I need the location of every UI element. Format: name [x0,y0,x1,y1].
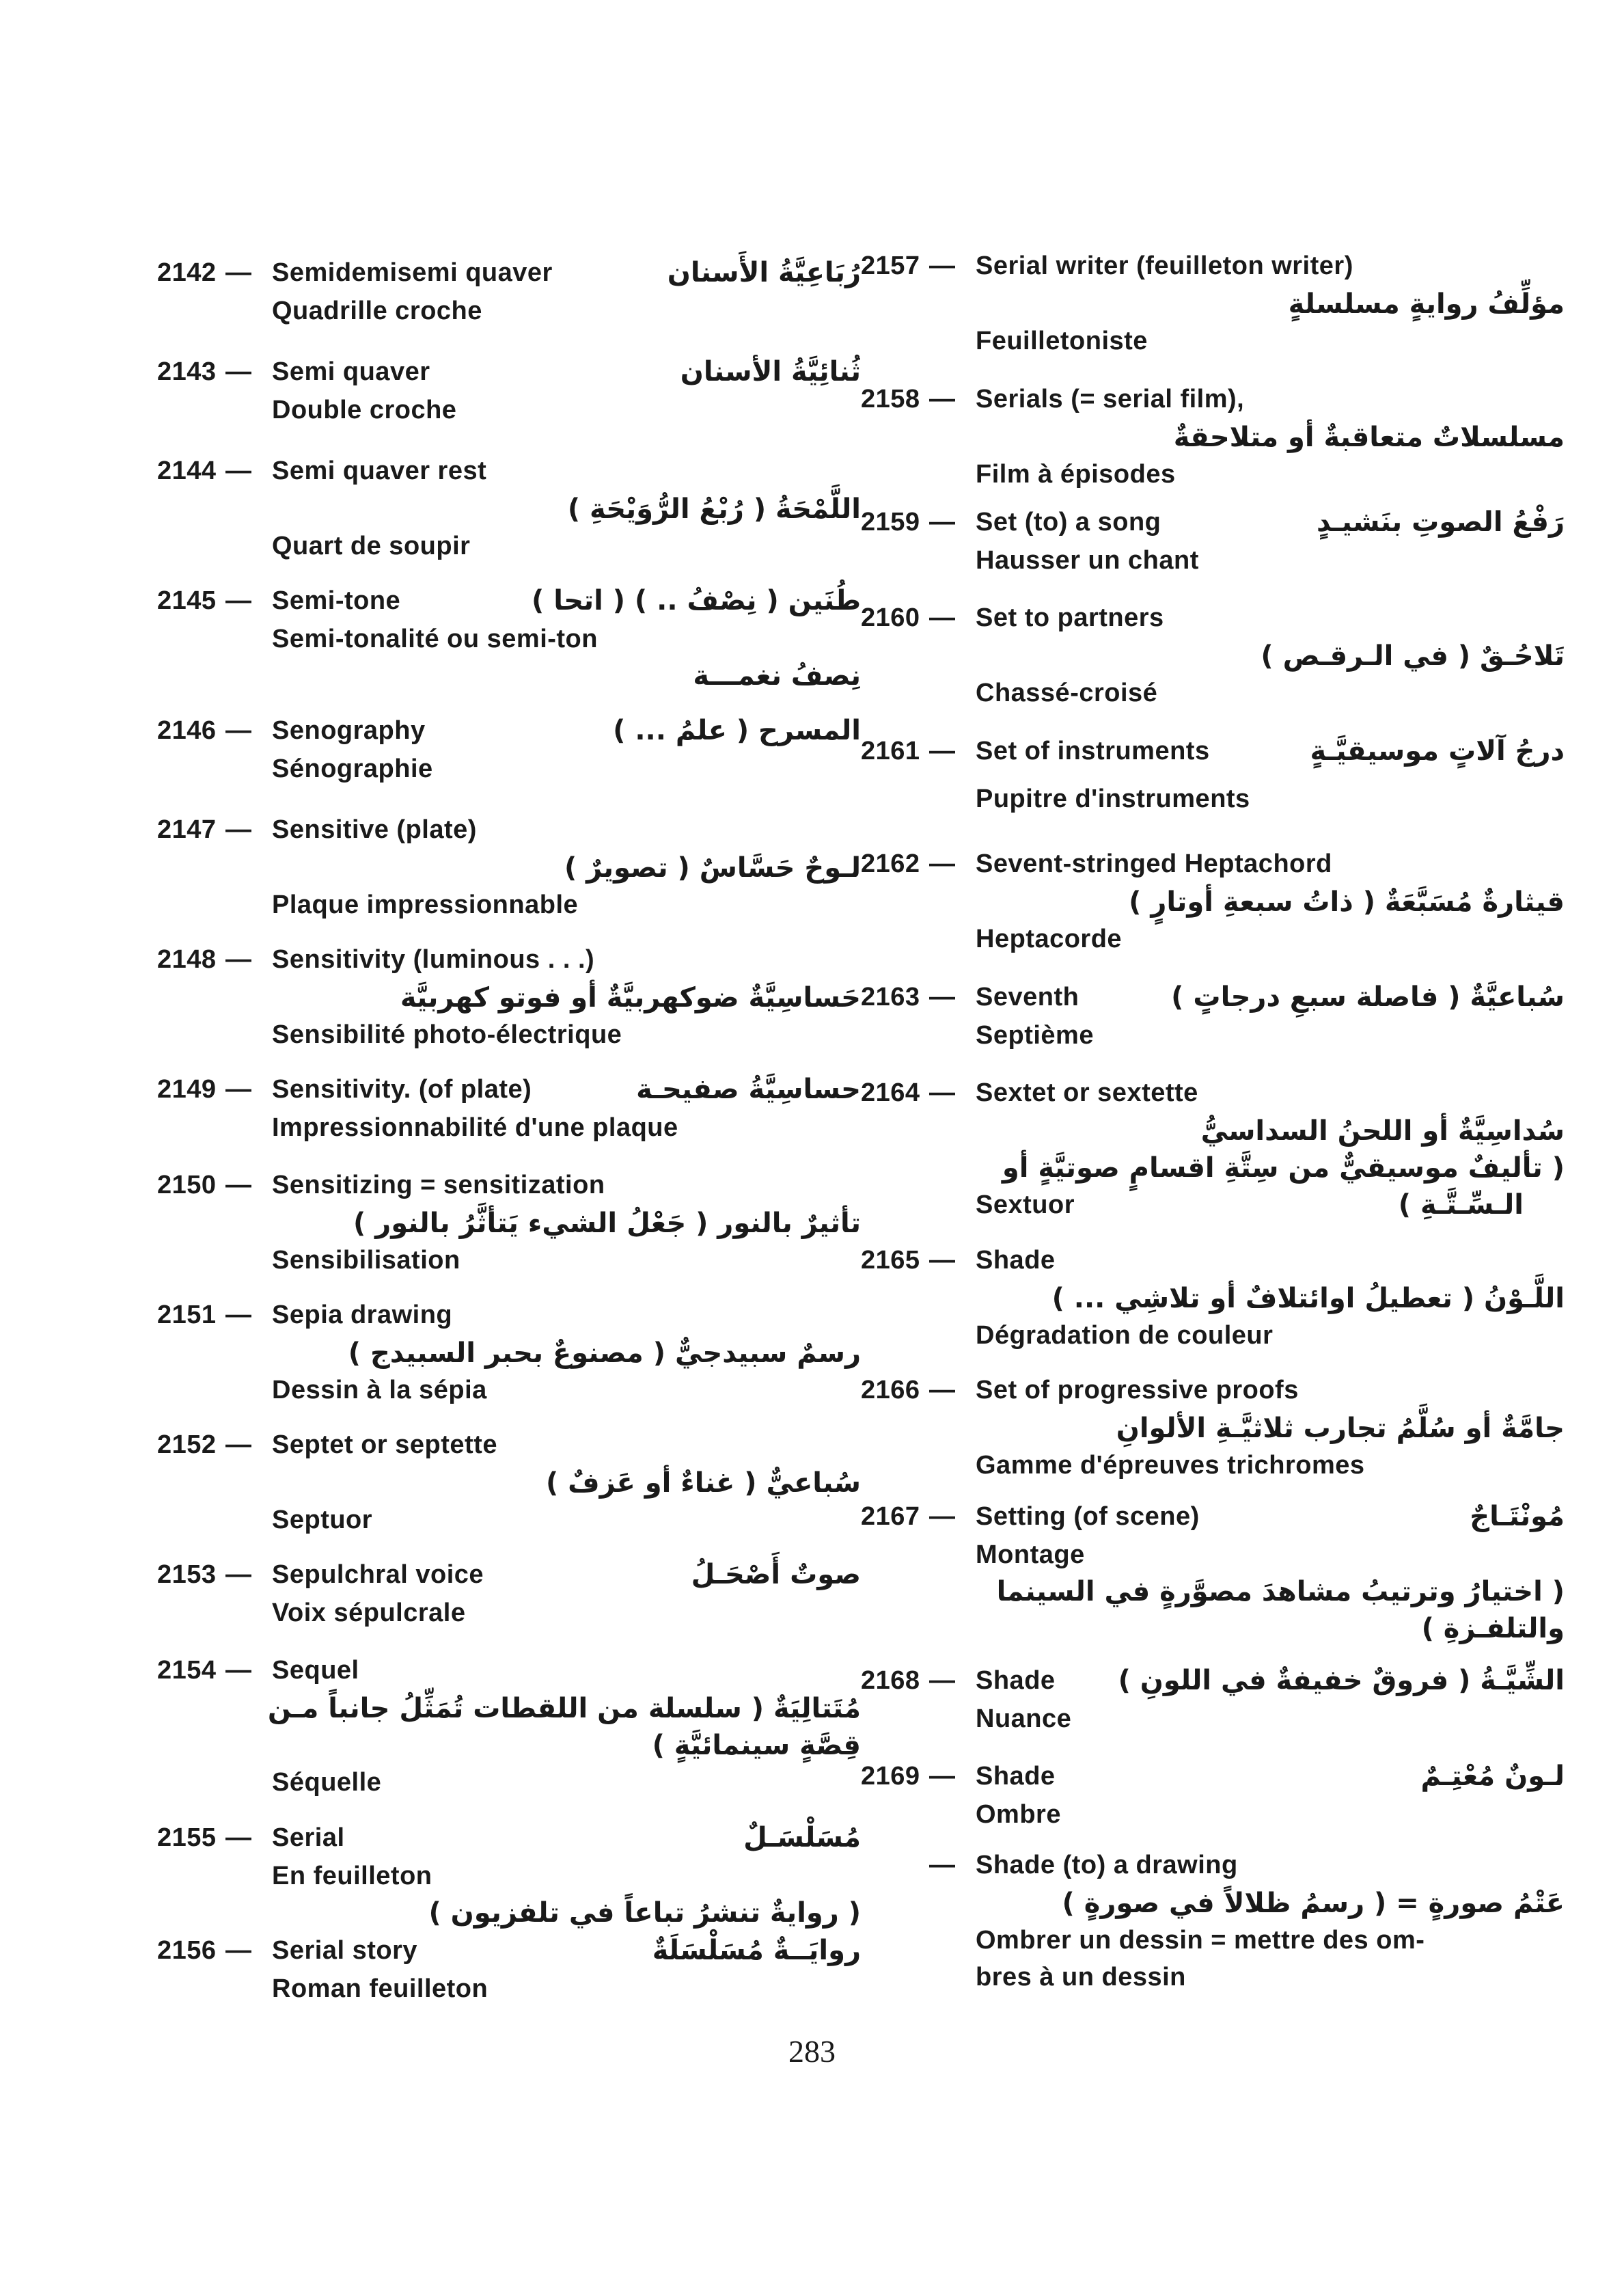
entry-french: Film à épisodes [976,460,1176,489]
entry-number: 2142 [157,258,217,287]
entry-english: Shade (to) a drawing [976,1851,1238,1879]
entry-english: Set of progressive proofs [976,1376,1299,1404]
entry-english: Serials (= serial film), [976,385,1245,413]
left-column [150,0,861,2284]
entry-arabic: طُنَين ( نِصْفُ .. ) ( اتحا ) [532,585,861,616]
entry-english: Set (to) a song [976,508,1161,536]
entry-number: 2150 [157,1171,217,1199]
entry-arabic: سُباعيَّةٌ ( فاصلة سبعِ درجاتٍ ) [1171,981,1565,1013]
entry-dash: — [225,1823,251,1852]
entry-french: Voix sépulcrale [272,1599,466,1627]
entry-french: Impressionnabilité d'une plaque [272,1113,678,1142]
entry-number: 2152 [157,1430,217,1459]
entry-2168 [854,1661,1565,1737]
entry-2142 [150,253,861,329]
entry-english: Senography [272,716,426,745]
entry-arabic: عَتْمُ صورةٍ = ( رسمُ ظلالاً في صورةٍ ) [1062,1888,1565,1919]
entry-dash: — [929,1078,955,1107]
entry-english: Shade [976,1762,1056,1791]
entry-dash: — [225,815,251,844]
entry-dash: — [225,258,251,287]
entry-arabic: مُتَتالِيَةٌ ( سلسلة من اللقطات تُمَثِّلُ جانباً مـن [267,1693,861,1724]
entry-2159 [854,502,1565,579]
entry-english: Sepia drawing [272,1301,453,1329]
entry-dash: — [225,945,251,974]
entry-arabic: المسرح ( علمُ ... ) [613,715,861,746]
entry-english: Semi quaver rest [272,457,487,485]
entry-french: Septuor [272,1506,373,1534]
entry-shade-to-drawing [854,1845,1565,1996]
entry-english: Set of instruments [976,737,1210,765]
entry-2154 [150,1650,861,1801]
entry-2144 [150,451,861,565]
entry-2155 [150,1818,861,1931]
entry-arabic: اللَّمْحَةُ ( رُبْعُ الرُّوَيْحَةِ ) [567,493,861,525]
entry-arabic: روايَــةٌ مُسَلْسَلَةٌ [652,1935,861,1966]
entry-number: 2155 [157,1823,217,1852]
entry-french: Ombre [976,1800,1061,1829]
entry-2166 [854,1370,1565,1484]
entry-arabic: سُداسِيَّةٌ أو اللحنُ السداسيُّ [1200,1115,1565,1147]
entry-arabic-extra: ( روايةٌ تنشرُ تباعاً في تلفزيون ) [428,1897,861,1929]
entry-french: Roman feuilleton [272,1974,488,2003]
entry-french: Plaque impressionnable [272,891,579,919]
entry-dash: — [225,357,251,386]
entry-english: Sensitivity (luminous . . .) [272,945,595,974]
entry-arabic-extra: قِصَّةٍ سينمائيَّةٍ ) [652,1730,861,1761]
entry-english: Semi quaver [272,357,430,386]
entry-2163 [854,977,1565,1054]
entry-number: 2147 [157,815,217,844]
entry-english: Sepulchral voice [272,1560,484,1589]
entry-french: En feuilleton [272,1862,432,1890]
entry-2156 [150,1931,861,2007]
entry-english: Serial [272,1823,345,1852]
entry-english: Sensitizing = sensitization [272,1171,605,1199]
entry-number: 2153 [157,1560,217,1589]
entry-2143 [150,352,861,429]
entry-dash: — [929,983,955,1011]
entry-dash: — [929,737,955,765]
entry-english: Shade [976,1246,1056,1275]
entry-2152 [150,1425,861,1538]
entry-dash: — [929,1246,955,1275]
entry-french: Quart de soupir [272,532,471,560]
entry-french: Sextuor [976,1191,1075,1219]
entry-dash: — [929,1502,955,1531]
entry-arabic: سُباعيٌّ ( غناءٌ أو عَزفٌ ) [545,1467,861,1499]
entry-2145 [150,581,861,694]
entry-number: 2151 [157,1301,217,1329]
entry-number: 2164 [861,1078,920,1107]
entry-english: Semi-tone [272,586,401,615]
entry-french: Séquelle [272,1768,382,1797]
entry-arabic: الشِّيَّـةُ ( فروقٌ خفيفةٌ في اللونِ ) [1118,1665,1565,1696]
entry-number: 2154 [157,1656,217,1685]
entry-arabic: لـوحٌ حَسَّاسٌ ( تصويرٌ ) [564,852,861,884]
entry-english: Sextet or sextette [976,1078,1198,1107]
entry-french: Semi-tonalité ou semi-ton [272,625,598,653]
entry-arabic: رُبَاعِيَّةُ الأَسنان [667,257,861,288]
entry-french: Hausser un chant [976,546,1199,575]
entry-arabic: تأثيرٌ بالنور ( جَعْلُ الشيء يَتأثَّرُ بالنور ) [353,1208,861,1239]
entry-arabic-extra: الـسِّـتَّـةِ ) [1398,1189,1524,1221]
entry-english: Sensitivity. (of plate) [272,1075,532,1104]
entry-arabic: مؤلِّفُ روايةٍ مسلسلةٍ [1288,288,1565,320]
entry-2165 [854,1240,1565,1354]
entry-english: Setting (of scene) [976,1502,1200,1531]
page-number: 283 [788,2034,836,2069]
entry-number: 2161 [861,737,920,765]
entry-french: Chassé-croisé [976,679,1158,707]
entry-french: Sensibilisation [272,1246,460,1275]
entry-number: 2165 [861,1246,920,1275]
entry-dash: — [929,1851,955,1879]
entry-dash: — [225,716,251,745]
entry-dash: — [929,1762,955,1791]
entry-french: Double croche [272,396,457,424]
entry-french: Pupitre d'instruments [976,785,1250,813]
entry-french: Quadrille croche [272,297,482,325]
entry-number: 2157 [861,251,920,280]
entry-english: Serial writer (feuilleton writer) [976,251,1353,280]
entry-2151 [150,1295,861,1409]
entry-arabic: صوتٌ أَصْحَـلُ [691,1559,861,1590]
entry-2158 [854,379,1565,493]
entry-french: Feuilletoniste [976,327,1148,355]
entry-number: 2167 [861,1502,920,1531]
entry-dash: — [225,1560,251,1589]
entry-dash: — [225,1656,251,1685]
entry-french: Gamme d'épreuves trichromes [976,1451,1365,1480]
entry-number: 2168 [861,1666,920,1695]
entry-dash: — [225,1936,251,1965]
entry-arabic: مسلسلاتٌ متعاقبةٌ أو متلاحقةٌ [1173,422,1565,453]
entry-number: 2145 [157,586,217,615]
entry-english: Septet or septette [272,1430,497,1459]
entry-french: Dessin à la sépia [272,1376,487,1404]
entry-dash: — [929,1666,955,1695]
entry-arabic: لـونٌ مُعْتِـمٌ [1420,1760,1565,1792]
entry-number: 2143 [157,357,217,386]
entry-arabic: جامَّةٌ أو سُلَّمُ تجارب ثلاثيَّـةِ الألوانِ [1116,1413,1565,1444]
entry-2146 [150,711,861,787]
entry-dash: — [225,1075,251,1104]
entry-number: 2156 [157,1936,217,1965]
entry-english: Shade [976,1666,1056,1695]
entry-number: 2166 [861,1376,920,1404]
entry-number: 2163 [861,983,920,1011]
entry-arabic: حساسِيَّةُ صفيحـة [636,1074,861,1105]
entry-arabic-extra: ( تأليفٌ موسيقيٌّ من سِتَّةِ اقسامٍ صوتيَّةٍ أو [1002,1152,1565,1184]
entry-english: Seventh [976,983,1079,1011]
entry-french: Sensibilité photo-électrique [272,1020,622,1049]
entry-arabic-extra: والتلفـزةِ ) [1421,1613,1565,1644]
entry-arabic: قيثارةٌ مُسَبَّعَةٌ ( ذاتُ سبعةِ أوتارٍ ) [1129,886,1565,918]
entry-number: 2148 [157,945,217,974]
entry-arabic-extra: ( اختيارُ وترتيبُ مشاهدَ مصوَّرةٍ في السينما [996,1576,1565,1607]
entry-2147 [150,810,861,923]
entry-dash: — [225,1171,251,1199]
entry-arabic: مُونْتَـاجٌ [1470,1501,1565,1532]
entry-number: 2169 [861,1762,920,1791]
entry-number: 2162 [861,849,920,878]
entry-2153 [150,1555,861,1631]
entry-arabic-extra: نِصفُ نغمـــة [693,660,861,692]
entry-english: Set to partners [976,603,1164,632]
entry-arabic: تَلاحُـقٌ ( في الـرقـص ) [1261,640,1565,672]
entry-french: Septième [976,1021,1094,1050]
entry-2161 [854,731,1565,817]
entry-english: Sequel [272,1656,359,1685]
entry-dash: — [929,1376,955,1404]
entry-number: 2160 [861,603,920,632]
entry-number: 2158 [861,385,920,413]
entry-2157 [854,246,1565,359]
entry-number: 2149 [157,1075,217,1104]
entry-2150 [150,1165,861,1279]
entry-french: Dégradation de couleur [976,1321,1274,1350]
entry-english: Sensitive (plate) [272,815,477,844]
entry-2149 [150,1070,861,1146]
entry-dash: — [225,1430,251,1459]
entry-2164 [854,1073,1565,1223]
entry-dash: — [225,457,251,485]
entry-2167 [854,1497,1565,1647]
entry-2169 [854,1756,1565,1833]
entry-arabic: اللَّـوْنُ ( تعطيلُ اوائتلافٌ أو تلاشِي ... ) [1051,1283,1565,1314]
entry-french: Heptacorde [976,925,1123,953]
entry-arabic: رسمٌ سبيدجيٌّ ( مصنوعٌ بحبر السبيدج ) [348,1337,861,1369]
entry-number: 2146 [157,716,217,745]
entry-dash: — [929,251,955,280]
entry-dash: — [929,603,955,632]
entry-2160 [854,598,1565,711]
entry-number: 2144 [157,457,217,485]
right-column [854,0,1565,2284]
entry-arabic: رَفْعُ الصوتِ بنَشيـدٍ [1317,506,1565,538]
entry-french: Nuance [976,1704,1072,1733]
entry-french: Sénographie [272,754,433,783]
entry-arabic: درجُ آلاتٍ موسيقيَّـةٍ [1310,735,1565,767]
entry-arabic: مُسَلْسَـلٌ [743,1822,861,1853]
entry-french-continued: bres à un dessin [976,1963,1186,1991]
entry-french: Montage [976,1540,1085,1569]
entry-dash: — [225,586,251,615]
entry-2162 [854,844,1565,957]
entry-dash: — [929,849,955,878]
entry-english: Semidemisemi quaver [272,258,553,287]
entry-dash: — [929,508,955,536]
entry-english: Sevent-stringed Heptachord [976,849,1332,878]
entry-arabic: ثُنائِيَّةُ الأسنان [680,356,861,388]
entry-number: 2159 [861,508,920,536]
entry-dash: — [929,385,955,413]
entry-french: Ombrer un dessin = mettre des om- [976,1926,1425,1955]
entry-arabic: حَساسِيَّةٌ ضوكهربيَّةٌ أو فوتو كهربيَّة [400,982,861,1014]
entry-2148 [150,940,861,1053]
entry-english: Serial story [272,1936,417,1965]
entry-dash: — [225,1301,251,1329]
